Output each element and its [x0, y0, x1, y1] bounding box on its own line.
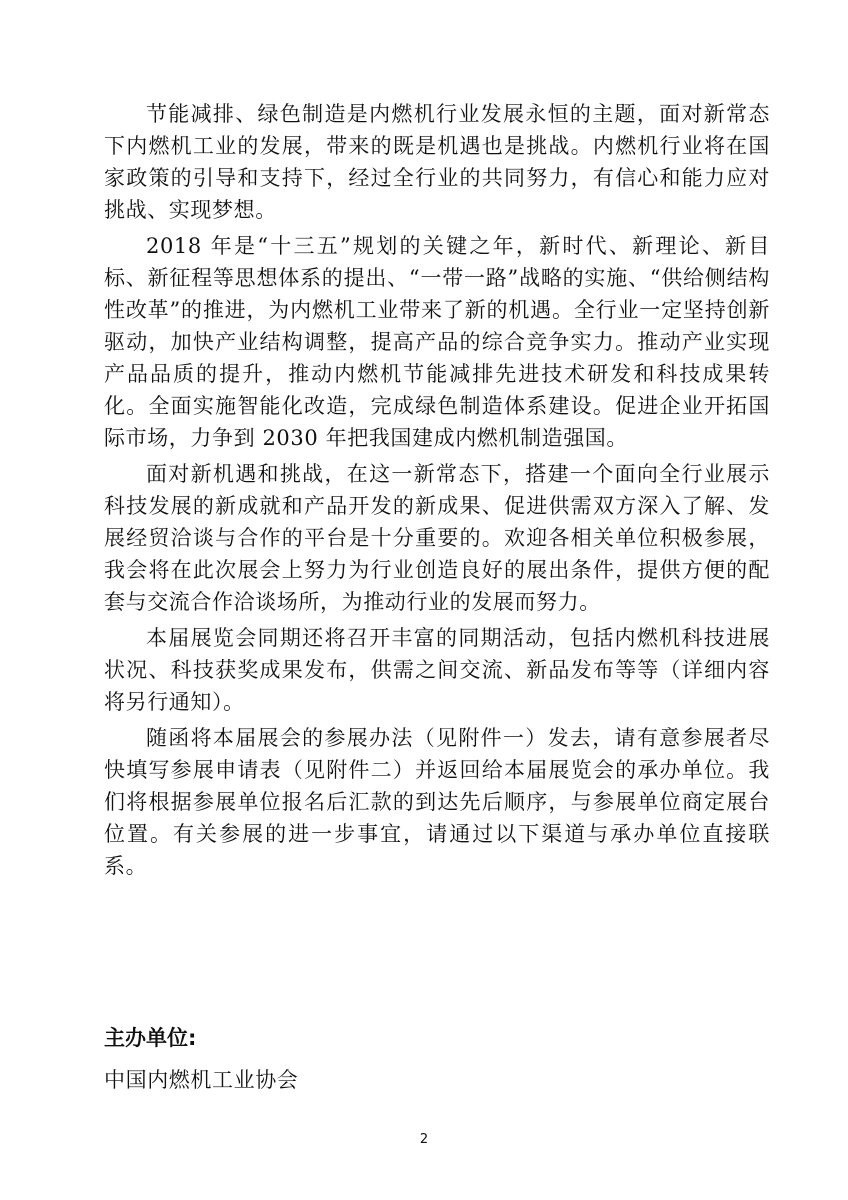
paragraph-registration: 随函将本届展会的参展办法（见附件一）发去，请有意参展者尽快填写参展申请表（见附件二）并返回给本届展览会的承办单位。我们将根据参展单位报名后汇款的到达先后顺序，与参展单位商定展台位置。有关参展的进一步事宜，请通过以下渠道与承办单位直接联系。: [104, 726, 770, 878]
paragraph-concurrent-events: 本届展览会同期还将召开丰富的同期活动，包括内燃机科技进展状况、科技获奖成果发布，供需之间交流、新品发布等等（详细内容将另行通知）。: [104, 626, 770, 714]
paragraph-energy-saving: 节能减排、绿色制造是内燃机行业发展永恒的主题，面对新常态下内燃机工业的发展，带来的既是机遇也是挑战。内燃机行业将在国家政策的引导和支持下，经过全行业的共同努力，有信心和能力应对挑战、实现梦想。: [104, 102, 770, 222]
sponsor-heading: 主办单位:: [104, 1026, 197, 1050]
body-text: [104, 98, 770, 886]
sponsor-name: 中国内燃机工业协会: [104, 1068, 299, 1092]
page-number: 2: [419, 1132, 429, 1147]
paragraph-exhibition-platform: 面对新机遇和挑战，在这一新常态下，搭建一个面向全行业展示科技发展的新成就和产品开发的新成果、促进供需双方深入了解、发展经贸洽谈与合作的平台是十分重要的。欢迎各相关单位积极参展，我会将在此次展会上努力为行业创造良好的展出条件，提供方便的配套与交流合作洽谈场所，为推动行业的发展而努力。: [104, 462, 770, 614]
paragraph-2018-opportunities: 2018 年是“十三五”规划的关键之年，新时代、新理论、新目标、新征程等思想体系的提出、“一带一路”战略的实施、“供给侧结构性改革”的推进，为内燃机工业带来了新的机遇。全行业一定坚持创新驱动，加快产业结构调整，提高产品的综合竞争实力。推动产业实现产品品质的提升，推动内燃机节能减排先进技术研发和科技成果转化。全面实施智能化改造，完成绿色制造体系建设。促进企业开拓国际市场，力争到 2030 年把我国建成内燃机制造强国。: [104, 234, 770, 450]
